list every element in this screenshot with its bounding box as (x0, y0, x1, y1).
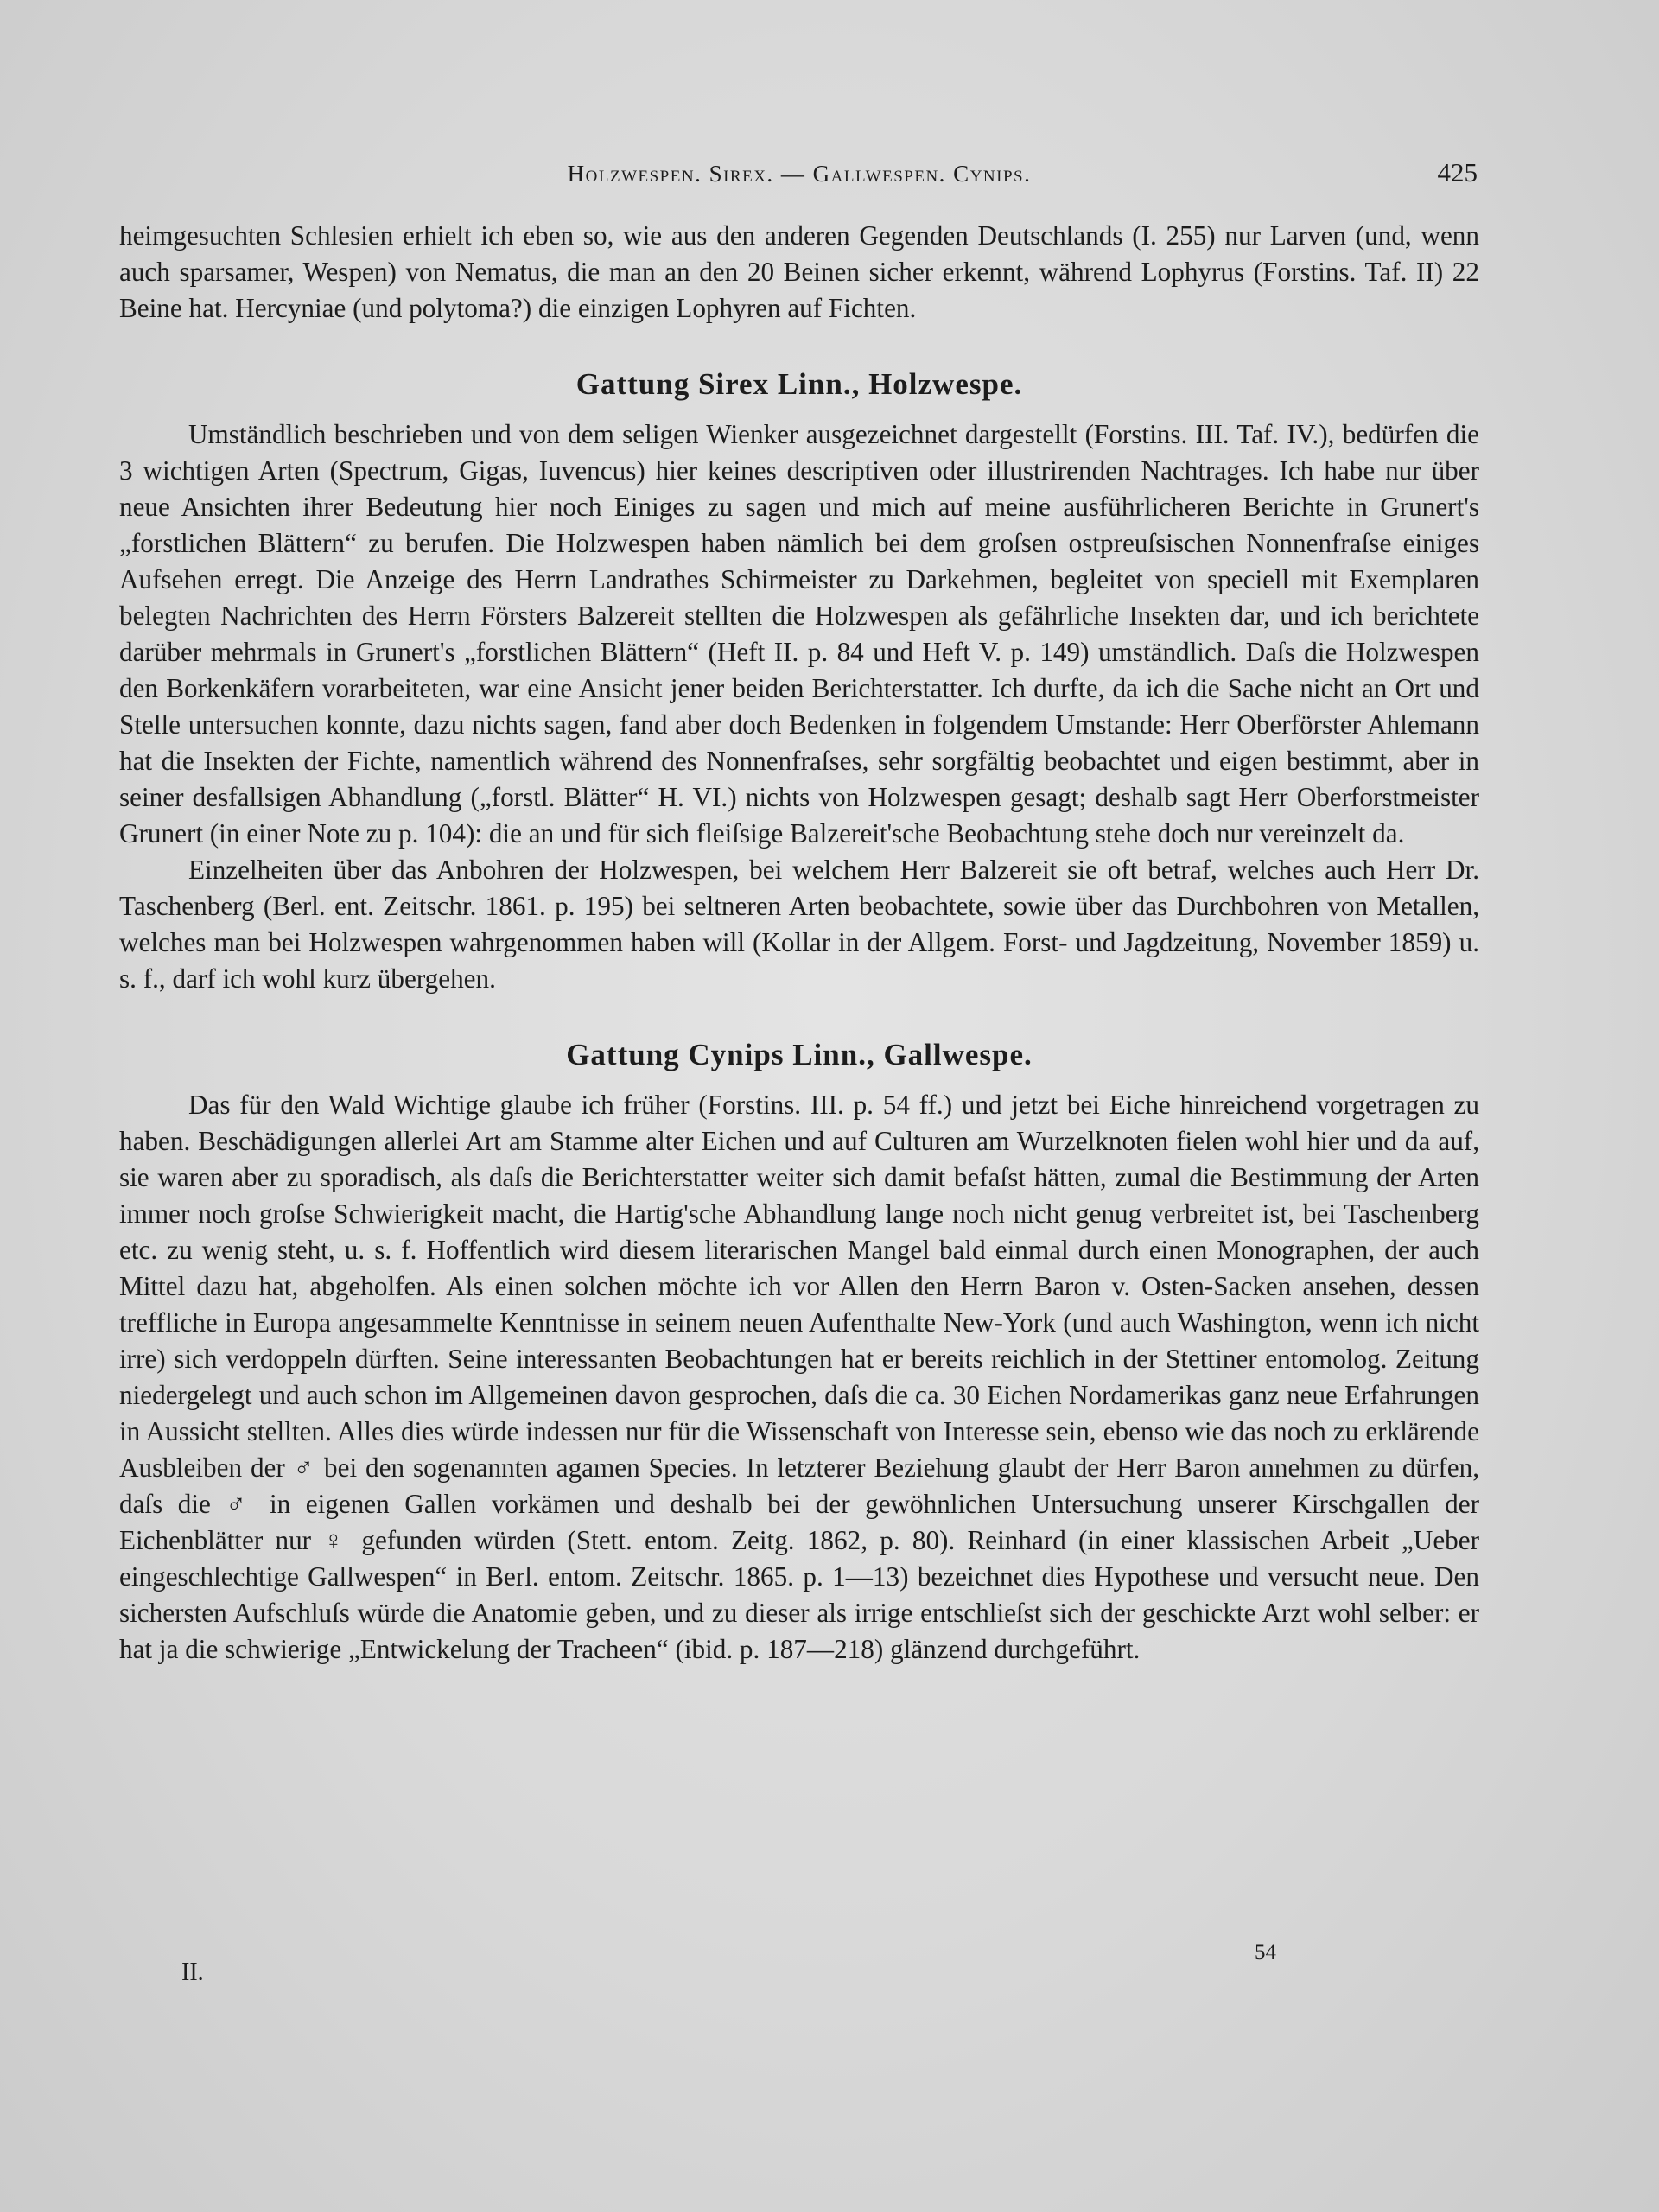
section-heading-sirex: Gattung Sirex Linn., Holzwespe. (575, 367, 1023, 401)
paragraph-sirex-2: Einzelheiten über das Anbohren der Holzwespen, bei welchem Herr Balzereit sie oft betraf, welches auch Herr Dr. Taschenberg (Berl. ent. Zeitschr. 1861. p. 195) bei seltneren Arten beobachtete, sowie über das Durchbohren von Metallen, welches man bei Holzwespen wahrgenommen haben will (Kollar in der Allgem. Forst- und Jagdzeitung, November 1859) u. s. f., darf ich wohl kurz übergehen. (119, 855, 1479, 994)
section-heading-cynips: Gattung Cynips Linn., Gallwespe. (566, 1038, 1033, 1071)
paragraph-sirex-1: Umständlich beschrieben und von dem seligen Wienker ausgezeichnet dargestellt (Forstins. III. Taf. IV.), bedürfen die 3 wichtigen Arten (Spectrum, Gigas, Iuvencus) hier keines descriptiven oder illustrirenden Nachtrages. Ich habe nur über neue Ansichten ihrer Bedeutung hier noch Einiges zu sagen und mich auf meine ausführlicheren Berichte in Grunert's „forstlichen Blättern“ zu berufen. Die Holzwespen haben nämlich bei dem groſsen ostpreuſsischen Nonnenfraſse einiges Aufsehen erregt. Die Anzeige des Herrn Landrathes Schirmeister zu Darkehmen, begleitet von speciell mit Exemplaren belegten Nachrichten des Herrn Försters Balzereit stellten die Holzwespen als gefährliche Insekten dar, und ich berichtete darüber mehrmals in Grunert's „forstlichen Blättern“ (Heft II. p. 84 und Heft V. p. 149) umständlich. Daſs die Holzwespen den Borkenkäfern vorarbeiteten, war eine Ansicht jener beiden Berichterstatter. Ich durfte, da ich die Sache nicht an Ort und Stelle untersuchen konnte, dazu nichts sagen, fand aber doch Bedenken in folgendem Umstande: Herr Oberförster Ahlemann hat die Insekten der Fichte, namentlich während des Nonnenfraſses, sehr sorgfältig beobachtet und eigen bestimmt, aber in seiner desfallsigen Abhandlung („forstl. Blätter“ H. VI.) nichts von Holzwespen gesagt; deshalb sagt Herr Oberforstmeister Grunert (in einer Note zu p. 104): die an und für sich fleiſsige Balzereit'sche Beobachtung stehe doch nur vereinzelt da. (119, 419, 1479, 849)
paragraph-cynips-1: Das für den Wald Wichtige glaube ich früher (Forstins. III. p. 54 ff.) und jetzt bei Eiche hinreichend vorgetragen zu haben. Beschädigungen allerlei Art am Stamme alter Eichen und auf Culturen am Wurzelknoten fielen wohl hier und da auf, sie waren aber zu sporadisch, als daſs die Berichterstatter weiter sich damit befaſst hätten, zumal die Bestimmung der Arten immer noch groſse Schwierigkeit macht, die Hartig'sche Abhandlung lange noch nicht genug verbreitet ist, bei Taschenberg etc. zu wenig steht, u. s. f. Hoffentlich wird diesem literarischen Mangel bald einmal durch einen Monographen, der auch Mittel dazu hat, abgeholfen. Als einen solchen möchte ich vor Allen den Herrn Baron v. Osten-Sacken ansehen, dessen treffliche in Europa angesammelte Kenntnisse in seinem neuen Aufenthalte New-York (und auch Washington, wenn ich nicht irre) sich verdoppeln dürften. Seine interessanten Beobachtungen hat er bereits reichlich in der Stettiner entomolog. Zeitung niedergelegt und auch schon im Allgemeinen davon gesprochen, daſs die ca. 30 Eichen Nordamerikas ganz neue Erfahrungen in Aussicht stellten. Alles dies würde indessen nur für die Wissenschaft von Interesse sein, ebenso wie das noch zu erklärende Ausbleiben der ♂ bei den sogenannten agamen Species. In letzterer Beziehung glaubt der Herr Baron annehmen zu dürfen, daſs die ♂ in eigenen Gallen vorkämen und deshalb bei der gewöhnlichen Untersuchung unserer Kirschgallen der Eichenblätter nur ♀ gefunden würden (Stett. entom. Zeitg. 1862, p. 80). Reinhard (in einer klassischen Arbeit „Ueber eingeschlechtige Gallwespen“ in Berl. entom. Zeitschr. 1865. p. 1—13) bezeichnet dies Hypothese und versucht neue. Den sichersten Aufschluſs würde die Anatomie geben, und zu dieser als irrige entschlieſst sich der geschickte Arzt wohl selber: er hat ja die schwierige „Entwickelung der Tracheen“ (ibid. p. 187—218) glänzend durchgeführt. (119, 1090, 1479, 1664)
running-head (121, 157, 1478, 195)
running-title: Holzwespen. Sirex. — Gallwespen. Cynips. (567, 161, 1032, 187)
body-text (119, 218, 1479, 1668)
page-number: 425 (1437, 157, 1478, 188)
signature-mark-left: II. (181, 1959, 204, 1986)
signature-mark-right: 54 (1255, 1941, 1276, 1964)
paragraph-continuation: heimgesuchten Schlesien erhielt ich eben so, wie aus den anderen Gegenden Deutschlands (I. 255) nur Larven (und, wenn auch sparsamer, Wespen) von Nematus, die man an den 20 Beinen sicher erkennt, während Lophyrus (Forstins. Taf. II) 22 Beine hat. Hercyniae (und polytoma?) die einzigen Lophyren auf Fichten. (119, 220, 1479, 323)
